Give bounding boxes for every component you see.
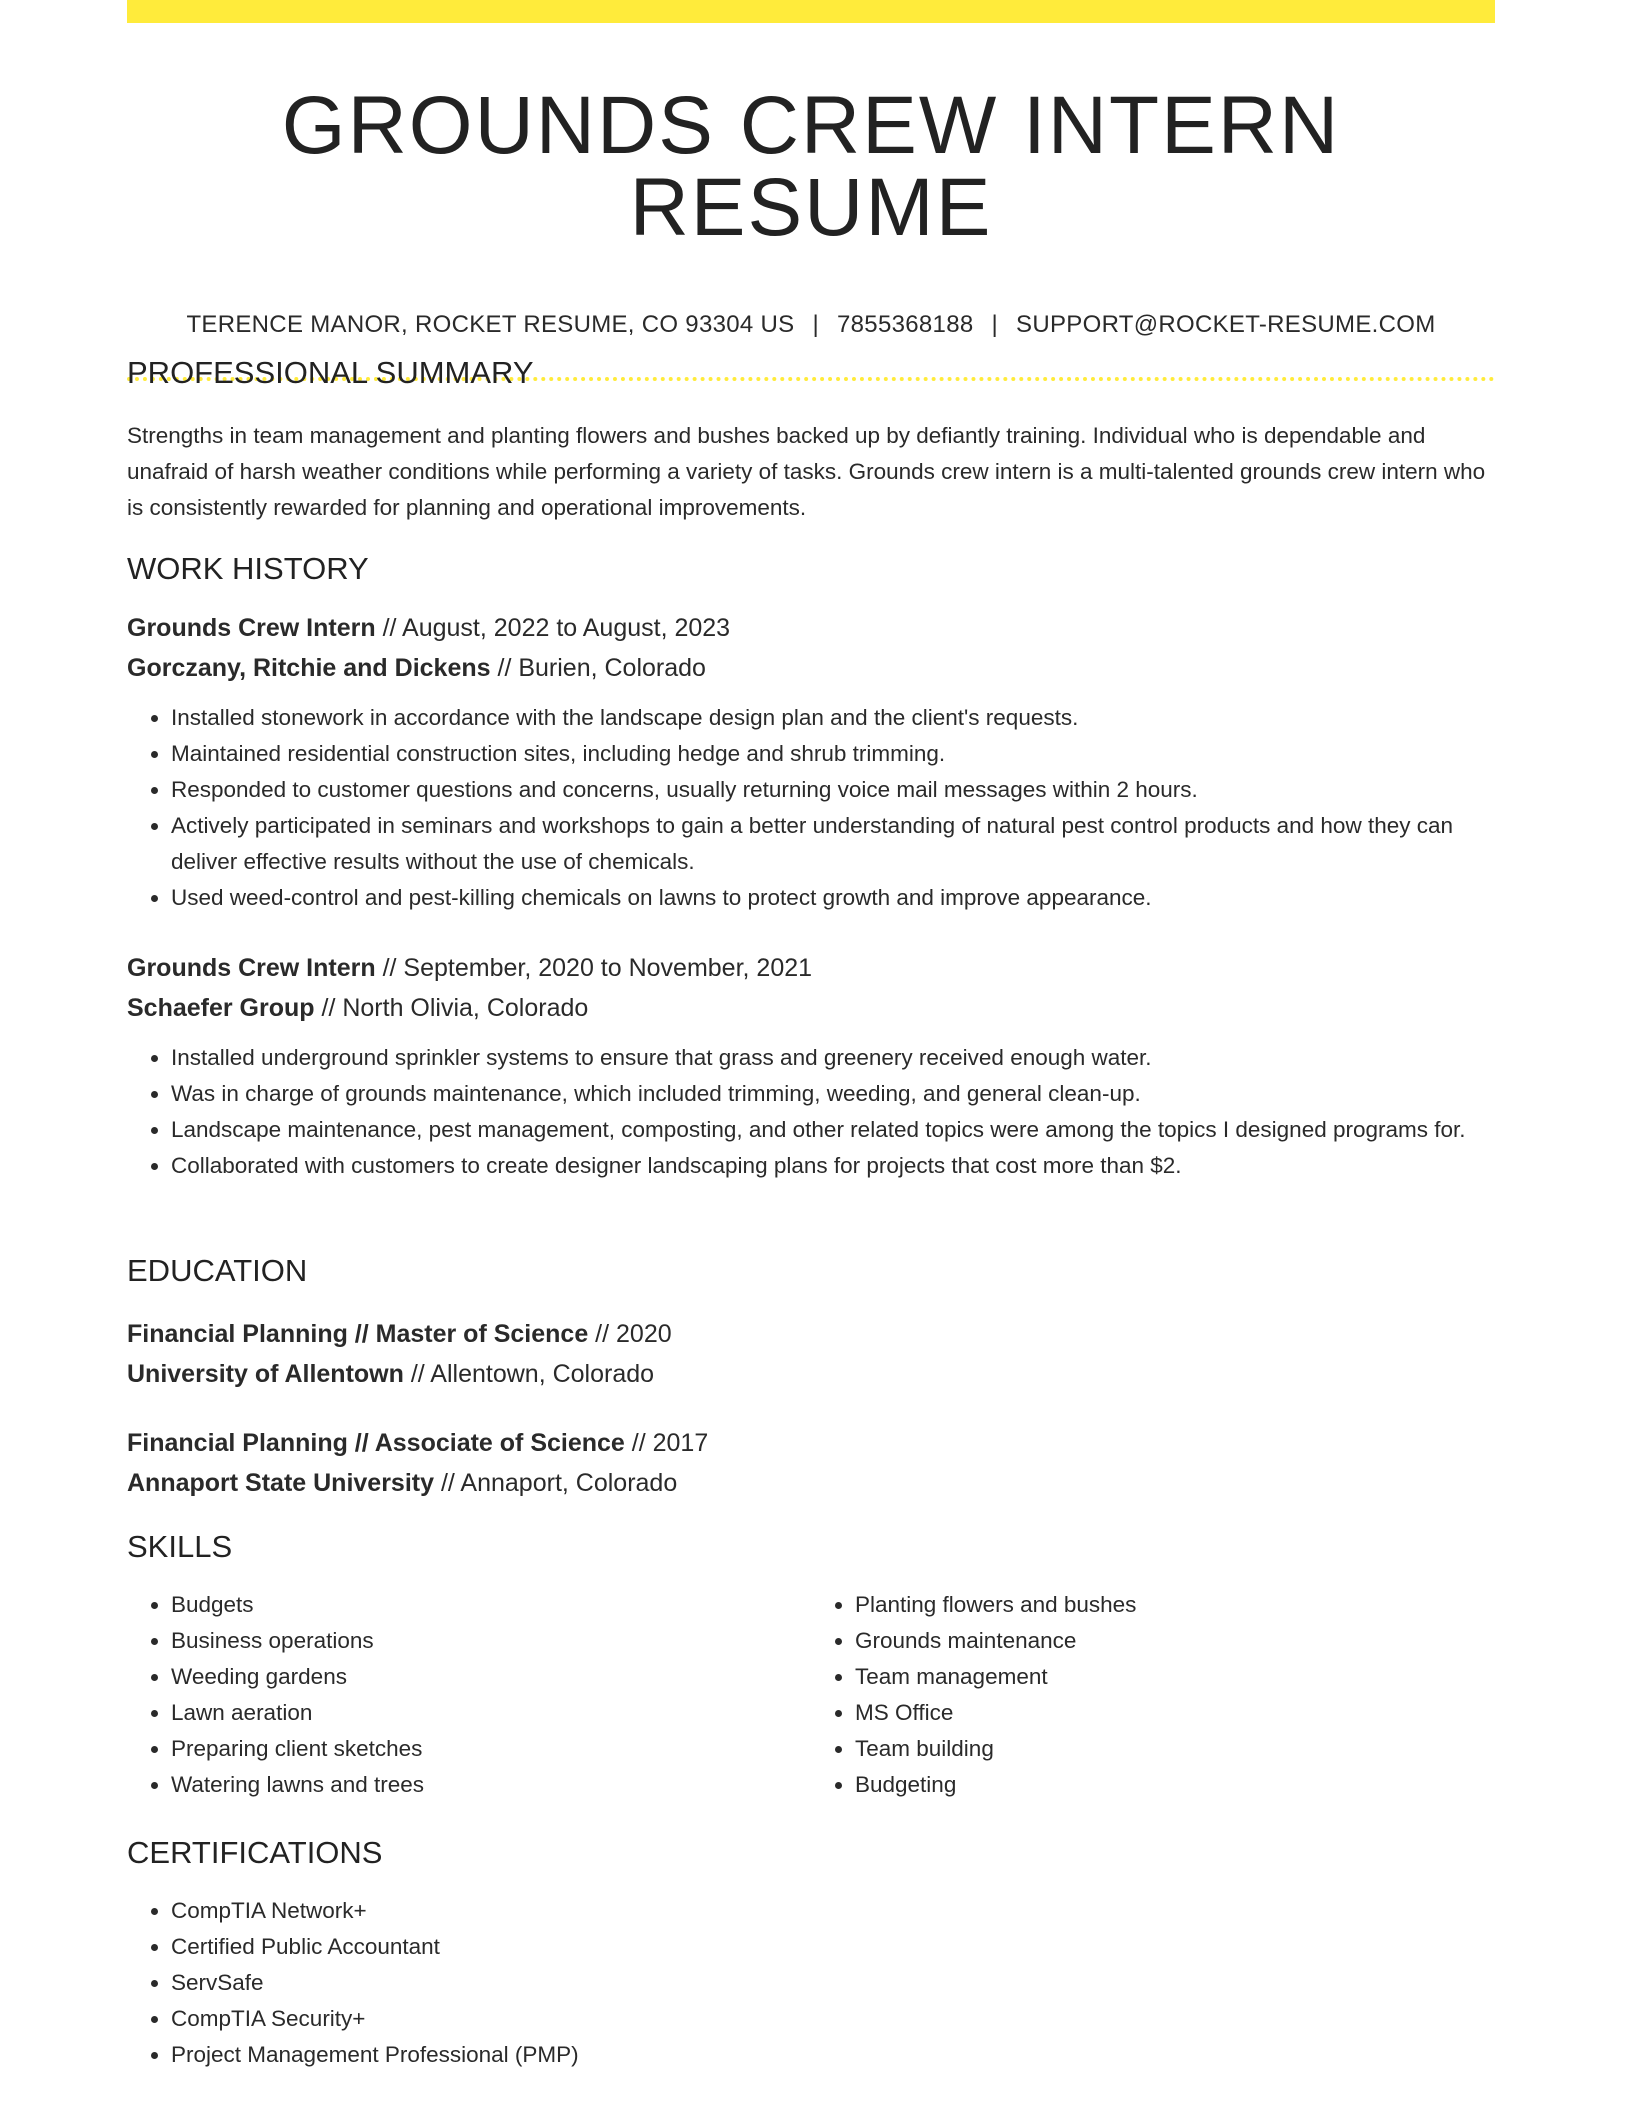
job-title: Grounds Crew Intern bbox=[127, 954, 376, 982]
job-bullet: • Landscape maintenance, pest management, composting, and other related topics were among the topics I designed programs for. bbox=[171, 1112, 1495, 1148]
contact-separator: | bbox=[812, 311, 820, 338]
education-heading: EDUCATION bbox=[127, 1253, 308, 1288]
certification-item: • ServSafe bbox=[171, 1965, 1495, 2001]
job-location: // North Olivia, Colorado bbox=[314, 994, 589, 1022]
education-entry bbox=[127, 1314, 1495, 1394]
skill-item: • Weeding gardens bbox=[171, 1659, 811, 1695]
skill-item: • Budgets bbox=[171, 1587, 811, 1623]
skill-item: • Watering lawns and trees bbox=[171, 1767, 811, 1803]
school-location: // Allentown, Colorado bbox=[403, 1360, 655, 1388]
job-dates: // September, 2020 to November, 2021 bbox=[375, 954, 813, 982]
certification-item: • CompTIA Network+ bbox=[171, 1893, 1495, 1929]
skills-list-right bbox=[811, 1587, 1495, 1803]
job-company: Schaefer Group bbox=[127, 994, 315, 1022]
education-entry bbox=[127, 1423, 1495, 1503]
contact-line bbox=[127, 313, 1495, 337]
job-company-line bbox=[127, 648, 1495, 688]
resume-page bbox=[127, 0, 1495, 2067]
job-bullet: • Collaborated with customers to create designer landscaping plans for projects that cost more than $2. bbox=[171, 1148, 1495, 1184]
job-title-line bbox=[127, 608, 1495, 648]
certifications-list bbox=[127, 1893, 1495, 2073]
skill-item: • Lawn aeration bbox=[171, 1695, 811, 1731]
skill-item: • Preparing client sketches bbox=[171, 1731, 811, 1767]
resume-title: GROUNDS CREW INTERN RESUME bbox=[281, 80, 1341, 253]
skill-item: • Budgeting bbox=[855, 1767, 1495, 1803]
skill-item: • MS Office bbox=[855, 1695, 1495, 1731]
job-entry bbox=[127, 948, 1495, 1184]
job-title: Grounds Crew Intern bbox=[127, 614, 376, 642]
degree-line bbox=[127, 1314, 1495, 1354]
job-bullet: • Actively participated in seminars and workshops to gain a better understanding of natural pest control products and how they can deliver effective results without the use of chemicals. bbox=[171, 808, 1495, 880]
job-bullet: • Installed underground sprinkler systems to ensure that grass and greenery received enough water. bbox=[171, 1040, 1495, 1076]
certification-item: • CompTIA Security+ bbox=[171, 2001, 1495, 2037]
skills-heading: SKILLS bbox=[127, 1529, 233, 1564]
skills-section bbox=[127, 1531, 1495, 1803]
degree-line bbox=[127, 1423, 1495, 1463]
certifications-heading: CERTIFICATIONS bbox=[127, 1835, 383, 1870]
degree: Financial Planning // Master of Science bbox=[127, 1320, 589, 1348]
job-bullet: • Responded to customer questions and concerns, usually returning voice mail messages within 2 hours. bbox=[171, 772, 1495, 808]
school-name: Annaport State University bbox=[127, 1469, 435, 1497]
summary-section bbox=[127, 357, 1495, 526]
job-location: // Burien, Colorado bbox=[490, 654, 706, 682]
top-accent-bar bbox=[127, 0, 1495, 23]
contact-address: TERENCE MANOR, ROCKET RESUME, CO 93304 US bbox=[186, 311, 795, 338]
skill-item: • Grounds maintenance bbox=[855, 1623, 1495, 1659]
summary-text: Strengths in team management and planting flowers and bushes backed up by defiantly training. Individual who is dependable and unafraid of harsh weather conditions while performing a variety of tasks. Grounds crew intern is a multi-talented grounds crew intern who is consistently rewarded for planning and operational improvements. bbox=[127, 423, 1486, 520]
degree-year: // 2020 bbox=[588, 1320, 672, 1348]
job-bullet: • Used weed-control and pest-killing chemicals on lawns to protect growth and improve appearance. bbox=[171, 880, 1495, 916]
certifications-section bbox=[127, 1837, 1495, 2073]
contact-email: SUPPORT@ROCKET-RESUME.COM bbox=[1016, 311, 1436, 338]
degree: Financial Planning // Associate of Science bbox=[127, 1429, 625, 1457]
certification-item: • Project Management Professional (PMP) bbox=[171, 2037, 1495, 2073]
job-dates: // August, 2022 to August, 2023 bbox=[375, 614, 731, 642]
job-bullets bbox=[127, 700, 1495, 916]
certification-item: • Certified Public Accountant bbox=[171, 1929, 1495, 1965]
work-history-heading: WORK HISTORY bbox=[127, 551, 369, 586]
summary-heading: PROFESSIONAL SUMMARY bbox=[127, 355, 534, 390]
contact-phone: 7855368188 bbox=[837, 311, 974, 338]
job-bullets bbox=[127, 1040, 1495, 1184]
job-entry bbox=[127, 608, 1495, 916]
degree-year: // 2017 bbox=[624, 1429, 709, 1457]
skill-item: • Business operations bbox=[171, 1623, 811, 1659]
skills-columns bbox=[127, 1587, 1495, 1803]
skill-item: • Team building bbox=[855, 1731, 1495, 1767]
skill-item: • Team management bbox=[855, 1659, 1495, 1695]
job-company-line bbox=[127, 988, 1495, 1028]
contact-separator: | bbox=[991, 311, 999, 338]
work-history-section bbox=[127, 553, 1495, 584]
skill-item: • Planting flowers and bushes bbox=[855, 1587, 1495, 1623]
job-title-line bbox=[127, 948, 1495, 988]
school-location: // Annaport, Colorado bbox=[434, 1469, 678, 1497]
school-name: University of Allentown bbox=[127, 1360, 404, 1388]
job-bullet: • Was in charge of grounds maintenance, which included trimming, weeding, and general clean-up. bbox=[171, 1076, 1495, 1112]
school-line bbox=[127, 1463, 1495, 1503]
job-bullet: • Maintained residential construction sites, including hedge and shrub trimming. bbox=[171, 736, 1495, 772]
job-company: Gorczany, Ritchie and Dickens bbox=[127, 654, 491, 682]
skills-list-left bbox=[127, 1587, 811, 1803]
job-bullet: • Installed stonework in accordance with the landscape design plan and the client's requests. bbox=[171, 700, 1495, 736]
school-line bbox=[127, 1354, 1495, 1394]
education-section bbox=[127, 1255, 1495, 1286]
